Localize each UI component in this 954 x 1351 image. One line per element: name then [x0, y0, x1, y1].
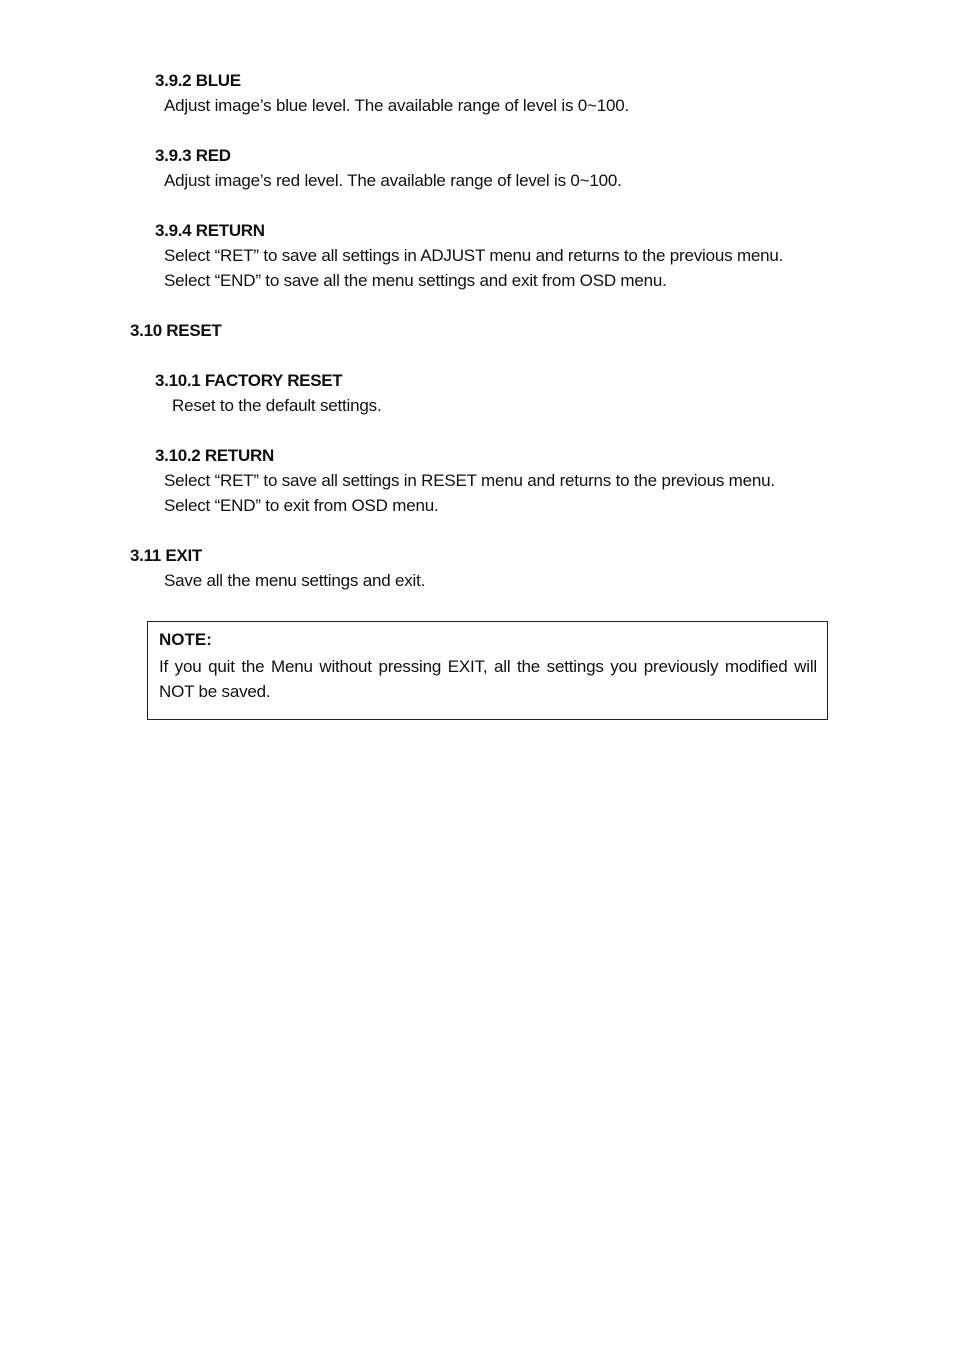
text-adjust-return-line1: Select “RET” to save all settings in ADJUST menu and returns to the previous menu. [164, 246, 784, 265]
note-text: If you quit the Menu without pressing EXIT, all the settings you previously modified will NOT be saved. [159, 657, 817, 701]
text-red: Adjust image’s red level. The available range of level is 0~100. [164, 171, 622, 190]
text-factory-reset: Reset to the default settings. [172, 396, 382, 415]
text-exit: Save all the menu settings and exit. [164, 571, 426, 590]
heading-red: 3.9.3 RED [155, 146, 231, 165]
heading-blue: 3.9.2 BLUE [155, 71, 241, 90]
note-title: NOTE: [159, 630, 212, 649]
text-reset-return-line2: Select “END” to exit from OSD menu. [164, 496, 439, 515]
text-blue: Adjust image’s blue level. The available range of level is 0~100. [164, 96, 630, 115]
note-box [147, 621, 828, 720]
text-adjust-return-line2: Select “END” to save all the menu settings and exit from OSD menu. [164, 271, 667, 290]
heading-factory-reset: 3.10.1 FACTORY RESET [155, 371, 343, 390]
heading-reset: 3.10 RESET [130, 321, 222, 340]
heading-reset-return: 3.10.2 RETURN [155, 446, 274, 465]
heading-adjust-return: 3.9.4 RETURN [155, 221, 265, 240]
text-reset-return-line1: Select “RET” to save all settings in RESET menu and returns to the previous menu. [164, 471, 775, 490]
heading-exit: 3.11 EXIT [130, 546, 202, 565]
